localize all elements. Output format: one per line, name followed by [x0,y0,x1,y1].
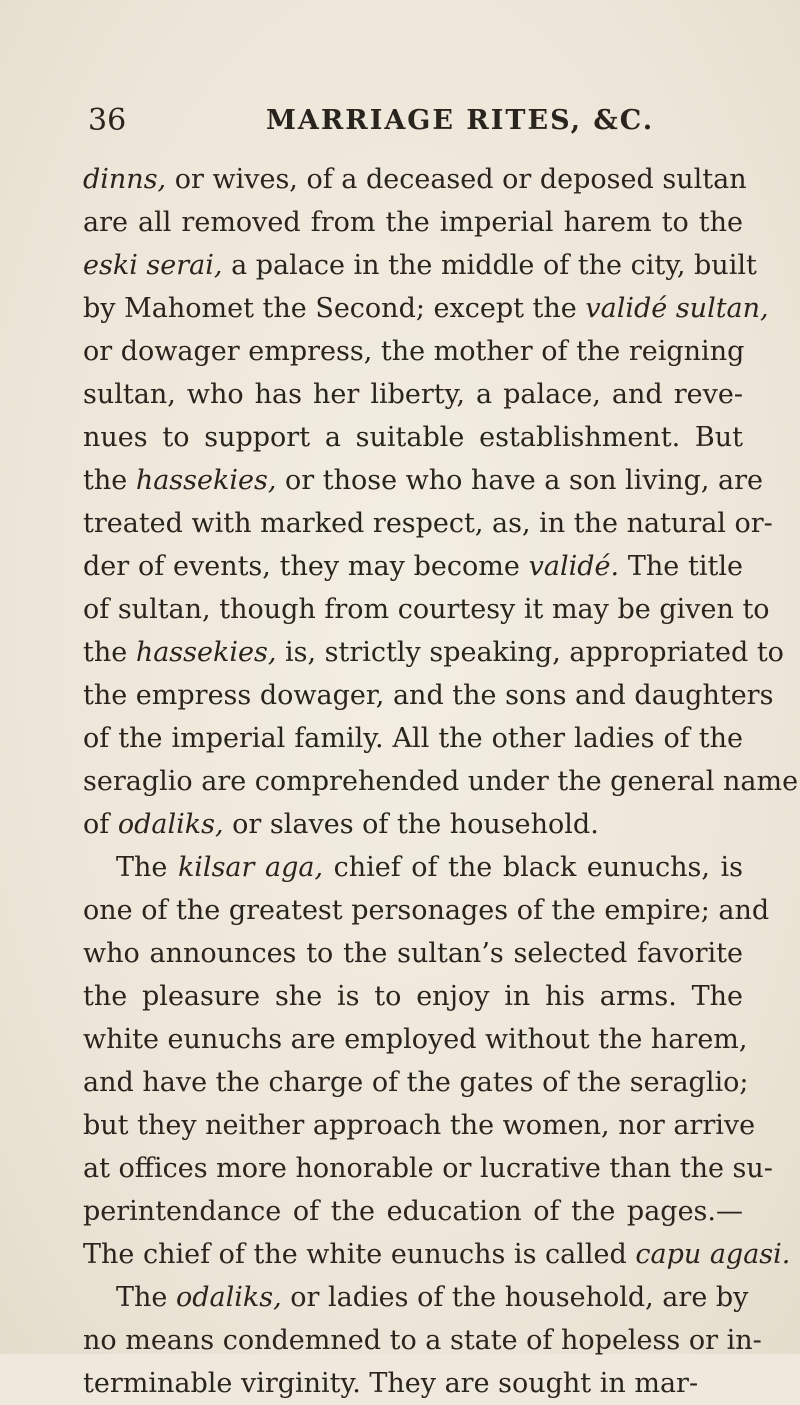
text-line [83,1319,762,1362]
text-run: no means condemned to a state of hopeless or in- [83,1325,762,1356]
text-line [83,416,743,459]
text-run: The [116,1282,176,1313]
text-line [83,244,757,287]
italic-term: capu agasi. [635,1239,791,1270]
text-run: are all removed from the imperial harem to the [83,207,743,238]
text-run: at offices more honorable or lucrative than the su- [83,1153,773,1184]
text-line [83,158,747,201]
italic-term: odaliks, [117,809,224,840]
text-line [83,330,743,373]
italic-term: hassekies, [135,465,277,496]
text-line [83,760,799,803]
text-line [83,1061,749,1104]
text-line [83,588,770,631]
running-title: MARRIAGE RITES, &C. [266,105,655,136]
text-line [83,975,743,1018]
text-line [83,1104,756,1147]
text-line [83,459,764,502]
text-run: one of the greatest personages of the empire; and [83,895,770,926]
text-run: The [116,852,178,883]
text-run: The chief of the white eunuchs is called [83,1239,636,1270]
text-run: white eunuchs are employed without the harem, [83,1024,748,1055]
text-line [83,502,773,545]
italic-term: kilsar aga, [177,852,324,883]
text-line [83,889,770,932]
text-run: or dowager empress, the mother of the reigning [83,336,745,367]
text-line [83,373,743,416]
text-line [83,1147,773,1190]
text-line [83,1018,748,1061]
text-line [83,201,743,244]
text-line [83,631,784,674]
italic-term: validé. [528,551,620,582]
text-line [83,803,743,846]
text-run: seraglio are comprehended under the general name [83,766,799,797]
text-run: treated with marked respect, as, in the natural or- [83,508,773,539]
text-run: the [83,637,136,668]
text-run: is, strictly speaking, appropriated to [276,637,784,668]
page-number: 36 [88,103,127,138]
text-run: who announces to the sultan’s selected favorite [83,938,743,969]
italic-term: odaliks, [175,1282,282,1313]
text-run: the empress dowager, and the sons and daughters [83,680,774,711]
text-run: a palace in the middle of the city, built [222,250,757,281]
text-run: the [83,465,136,496]
text-run: or wives, of a deceased or deposed sultan [166,164,747,195]
italic-term: hassekies, [135,637,277,668]
text-run: perintendance of the education of the pages.— [83,1196,743,1227]
text-run: of sultan, though from courtesy it may be given to [83,594,770,625]
running-head [88,98,730,144]
text-line [83,287,769,330]
text-line [83,717,743,760]
italic-term: validé sultan, [585,293,769,324]
text-run: but they neither approach the women, nor arrive [83,1110,756,1141]
text-run: The title [619,551,743,582]
text-run: and have the charge of the gates of the seraglio; [83,1067,749,1098]
text-line [83,1276,749,1319]
text-run: the pleasure she is to enjoy in his arms. The [83,981,743,1012]
text-line [83,674,774,717]
text-line [83,545,743,588]
text-line [83,1233,791,1276]
text-run: of the imperial family. All the other ladies of the [83,723,743,754]
text-run: chief of the black eunuchs, is [323,852,743,883]
text-run: of [83,809,118,840]
text-run: by Mahomet the Second; except the [83,293,586,324]
text-line [83,846,743,889]
text-run: or those who have a son living, are [276,465,764,496]
text-run: or ladies of the household, are by [281,1282,749,1313]
text-run: terminable virginity. They are sought in mar- [83,1368,699,1399]
text-line [83,1190,743,1233]
text-run: or slaves of the household. [223,809,599,840]
body-text [83,158,799,1405]
text-line [83,1362,743,1405]
text-line [83,932,743,975]
italic-term: dinns, [83,164,167,195]
text-run: sultan, who has her liberty, a palace, and reve- [83,379,743,410]
italic-term: eski serai, [83,250,223,281]
text-run: der of events, they may become [83,551,529,582]
text-run: nues to support a suitable establishment. But [83,422,743,453]
